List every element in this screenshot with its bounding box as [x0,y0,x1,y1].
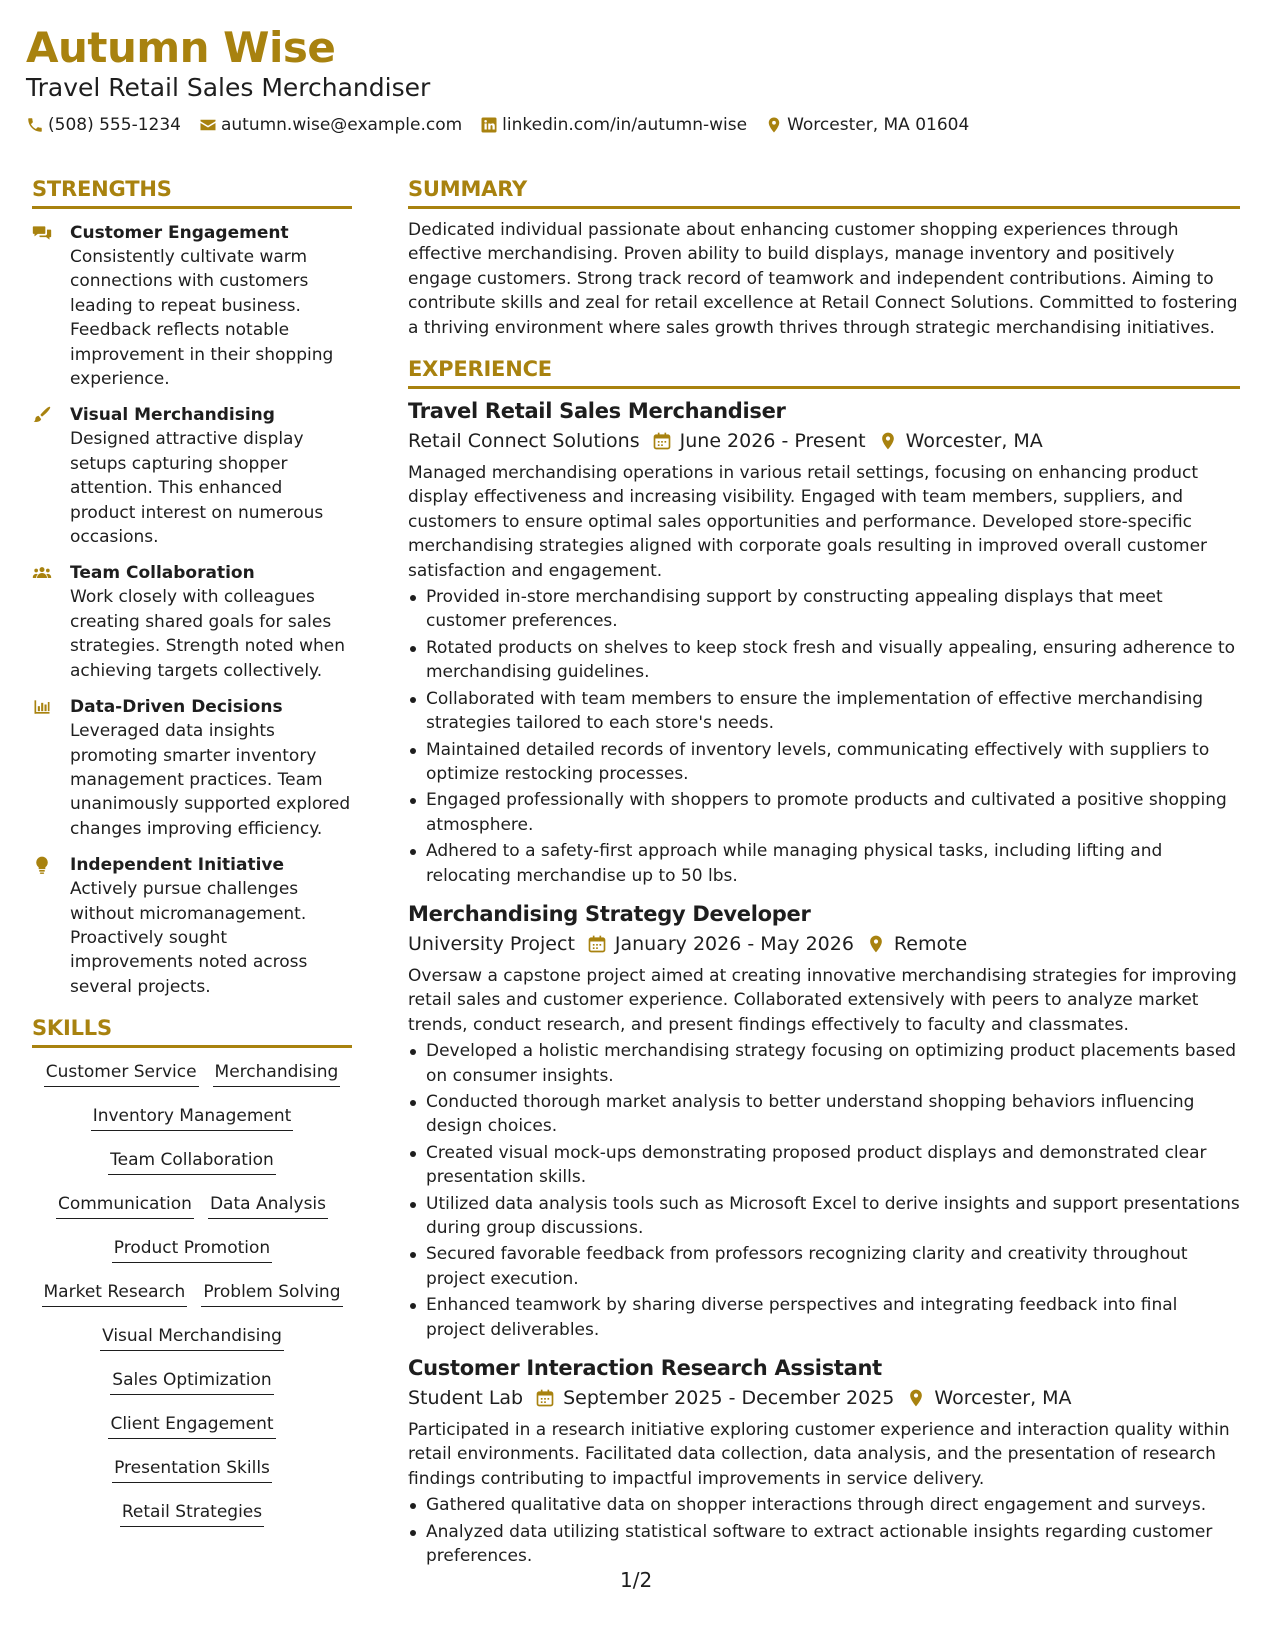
bullet-item: Maintained detailed records of inventory levels, communicating effectively with suppliers to optimize restocking processes. [408,738,1240,787]
job-dates: September 2025 - December 2025 [563,1387,895,1410]
job-bullets [408,1039,1240,1342]
job-company: Retail Connect Solutions [408,430,640,453]
skill-tag: Client Engagement [108,1412,275,1439]
email-text[interactable]: autumn.wise@example.com [220,115,463,135]
map-pin-icon [906,1388,926,1408]
strength-desc: Consistently cultivate warm connections with customers leading to repeat business. Feedback reflects notable improvement in their shopping experience. [70,247,334,390]
bullet-item: Rotated products on shelves to keep stock fresh and visually appealing, ensuring adherence to merchandising guidelines. [408,636,1240,685]
skill-tag: Communication [56,1192,194,1219]
strength-item [32,853,352,999]
bullet-item: Gathered qualitative data on shopper interactions through direct engagement and surveys. [408,1493,1240,1517]
skill-tag: Market Research [42,1280,188,1307]
job-meta [408,931,1240,957]
summary-text: Dedicated individual passionate about enhancing customer shopping experiences through effective merchandising. Proven ability to build displays, manage inventory and positively engage customers. Strong track record of teamwork and independent contributions. Aiming to contribute skills and zeal for retail excellence at Retail Connect Solutions. Committed to fostering a thriving environment where sales growth thrives through strategic merchandising initiatives. [408,220,1238,338]
job-description: Managed merchandising operations in various retail settings, focusing on enhancing product display effectiveness and increasing visibility. Engaged with team members, suppliers, and customers to ensure optimal sales opportunities and performance. Developed store-specific merchandising strategies aligned with corporate goals resulting in improved overall customer satisfaction and engagement. [408,463,1208,581]
summary-heading: SUMMARY [408,176,1240,209]
linkedin-text[interactable]: linkedin.com/in/autumn-wise [502,115,748,135]
left-column [32,176,352,1527]
skill-tag: Sales Optimization [110,1368,273,1395]
lightbulb-icon [32,855,52,875]
contact-email[interactable] [199,114,462,136]
contact-location [765,114,969,136]
job-meta [408,428,1240,454]
bullet-item: Utilized data analysis tools such as Microsoft Excel to derive insights and support presentations during group discussions. [408,1192,1240,1241]
skill-tag: Problem Solving [201,1280,342,1307]
strength-desc: Work closely with colleagues creating shared goals for sales strategies. Strength noted when achieving targets collectively. [70,587,346,681]
bullet-item: Conducted thorough market analysis to better understand shopping behaviors influencing design choices. [408,1090,1240,1139]
bar-chart-icon [32,697,52,717]
job-location: Worcester, MA [934,1387,1072,1410]
skills-heading: SKILLS [32,1015,352,1048]
linkedin-icon [480,116,498,134]
strengths-heading: STRENGTHS [32,176,352,209]
skill-tag: Customer Service [44,1060,199,1087]
skill-tag: Inventory Management [91,1104,294,1131]
bullet-item: Analyzed data utilizing statistical software to extract actionable insights regarding customer preferences. [408,1520,1240,1569]
strength-desc: Actively pursue challenges without micromanagement. Proactively sought improvements noted across several projects. [70,879,308,997]
job-dates: January 2026 - May 2026 [614,932,854,955]
job-location: Remote [893,932,968,955]
strength-desc: Leveraged data insights promoting smarter inventory management practices. Team unanimously supported explored changes improving efficiency. [70,721,351,839]
skill-tag: Team Collaboration [108,1148,276,1175]
envelope-icon [199,116,217,134]
paintbrush-icon [32,405,52,425]
calendar-icon [652,431,672,451]
bullet-item: Developed a holistic merchandising strategy focusing on optimizing product placements based on consumer insights. [408,1039,1240,1088]
job-description: Oversaw a capstone project aimed at creating innovative merchandising strategies for improving retail sales and customer experience. Collaborated extensively with peers to analyze market trends, conduct research, and present findings effectively to faculty and classmates. [408,965,1237,1035]
job-dates: June 2026 - Present [679,430,866,453]
map-pin-icon [878,431,898,451]
job-title: Travel Retail Sales Merchandiser [408,399,786,424]
resume-header [26,22,1246,136]
strength-item [32,221,352,391]
job-entry [408,397,1240,888]
strength-title: Customer Engagement [70,223,289,243]
page-number: 1/2 [620,1568,653,1592]
bullet-item: Adhered to a safety-first approach while managing physical tasks, including lifting and relocating merchandise up to 50 lbs. [408,839,1240,888]
strength-item [32,561,352,683]
job-description: Participated in a research initiative exploring customer experience and interaction quality within retail environments. Facilitated data collection, data analysis, and the presentation of research findings contributing to impactful improvements in service delivery. [408,1420,1230,1489]
skill-tag: Product Promotion [112,1236,272,1263]
chat-bubbles-icon [32,223,52,243]
job-title: Customer Interaction Research Assistant [408,1356,882,1381]
experience-heading: EXPERIENCE [408,356,1240,389]
job-company: Student Lab [408,1387,524,1410]
bullet-item: Created visual mock-ups demonstrating proposed product displays and demonstrated clear presentation skills. [408,1141,1240,1190]
skills-list [32,1060,352,1527]
strength-title: Visual Merchandising [70,405,275,426]
calendar-icon [587,934,607,954]
job-location: Worcester, MA [905,430,1043,453]
contact-bar [26,114,1246,136]
bullet-item: Collaborated with team members to ensure the implementation of effective merchandising strategies tailored to each store's needs. [408,687,1240,736]
skill-tag: Data Analysis [208,1192,328,1219]
phone-text: (508) 555-1234 [48,115,181,135]
contact-phone [26,114,181,136]
location-text: Worcester, MA 01604 [787,115,970,135]
bullet-item: Secured favorable feedback from professors recognizing clarity and creativity throughout project execution. [408,1242,1240,1291]
strength-title: Team Collaboration [70,563,255,584]
right-column [408,176,1240,1570]
job-entry [408,1354,1240,1568]
map-pin-icon [866,934,886,954]
strength-title: Data-Driven Decisions [70,697,283,718]
skill-tag: Retail Strategies [120,1500,264,1527]
skill-tag: Presentation Skills [112,1456,272,1483]
job-bullets [408,585,1240,888]
candidate-name: Autumn Wise [26,23,336,72]
contact-linkedin[interactable] [480,114,747,136]
candidate-title: Travel Retail Sales Merchandiser [26,73,431,102]
calendar-icon [535,1388,555,1408]
users-icon [32,563,52,583]
job-bullets [408,1493,1240,1568]
strengths-list [32,221,352,999]
job-meta [408,1385,1240,1411]
map-pin-icon [765,116,783,134]
strength-item [32,695,352,841]
bullet-item: Provided in-store merchandising support by constructing appealing displays that meet customer preferences. [408,585,1240,634]
strength-desc: Designed attractive display setups capturing shopper attention. This enhanced product interest on numerous occasions. [70,429,324,548]
job-company: University Project [408,932,575,955]
job-title: Merchandising Strategy Developer [408,901,811,926]
bullet-item: Enhanced teamwork by sharing diverse perspectives and integrating feedback into final project deliverables. [408,1293,1240,1342]
phone-icon [26,116,44,134]
job-entry [408,900,1240,1342]
skill-tag: Merchandising [213,1060,341,1087]
strength-title: Independent Initiative [70,855,285,876]
bullet-item: Engaged professionally with shoppers to promote products and cultivated a positive shopping atmosphere. [408,788,1240,837]
skill-tag: Visual Merchandising [100,1324,284,1351]
strength-item [32,403,352,549]
